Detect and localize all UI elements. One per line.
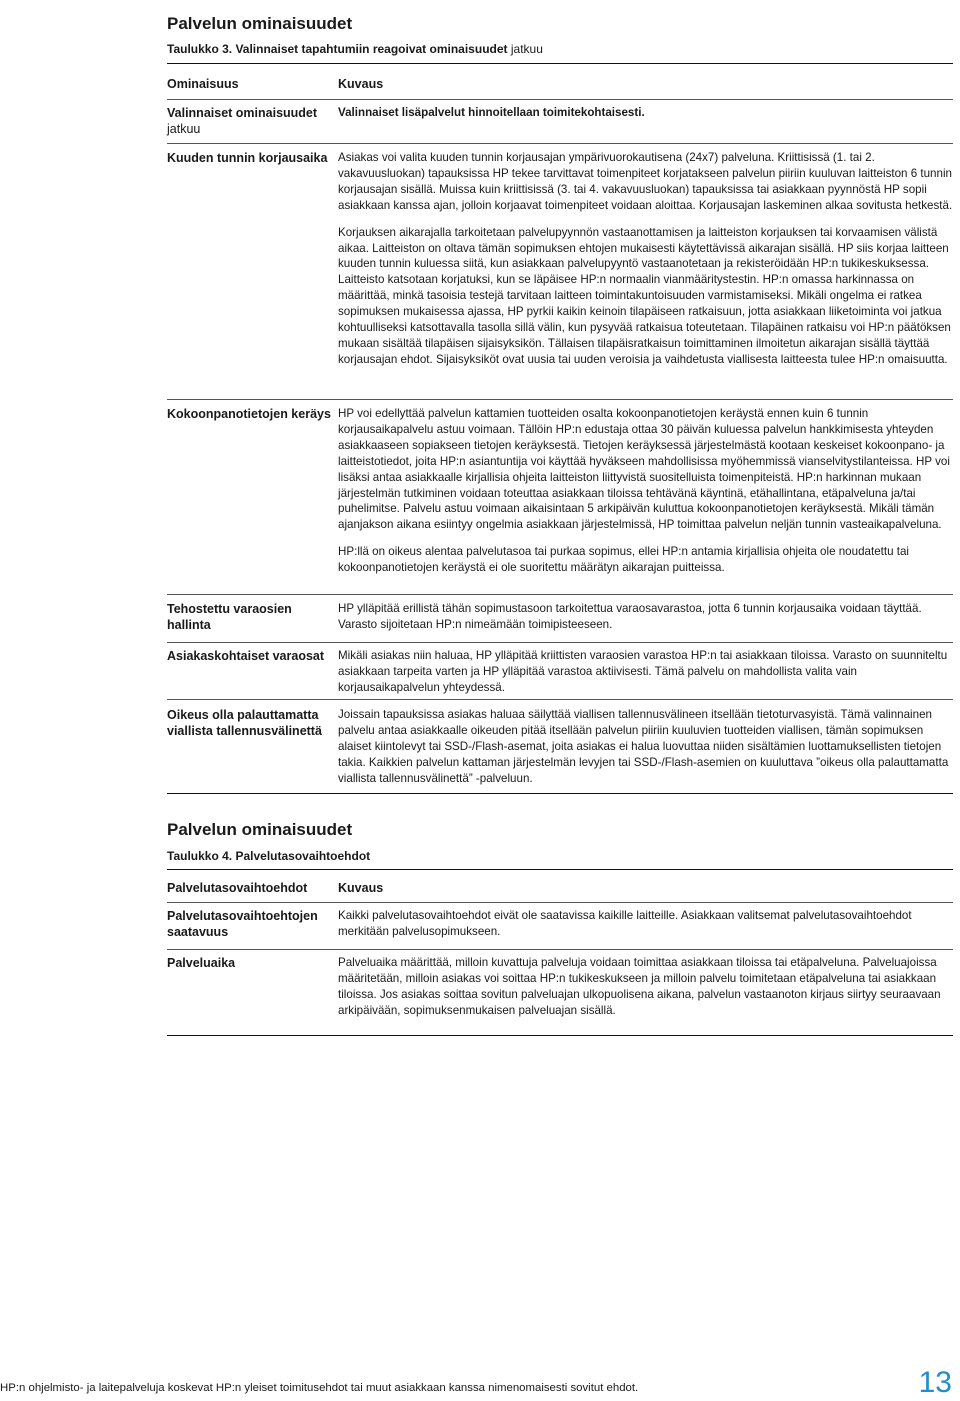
row-rule xyxy=(167,594,953,595)
feature-label: Palveluaika xyxy=(167,956,236,970)
footer-text: HP:n ohjelmisto- ja laitepalveluja koskevat HP:n yleiset toimitusehdot tai muut asiakkaan kanssa nimenomaisesti sovitut ehdot. xyxy=(0,1382,639,1394)
row-rule xyxy=(167,642,953,643)
row-rule xyxy=(167,399,953,400)
header-rule xyxy=(167,99,953,100)
row-description xyxy=(338,150,953,379)
description-paragraph: HP:llä on oikeus alentaa palvelutasoa tai purkaa sopimus, ellei HP:n antamia kirjallisia ohjeita ole noudatettu tai kokoonpanotietojen keräystä ei ole suoritettu määrätyn aikarajan puitteissa. xyxy=(338,545,910,575)
row-description xyxy=(338,105,953,132)
row-description xyxy=(338,601,953,644)
description-paragraph: HP ylläpitää erillistä tähän sopimustasoon tarkoitettua varaosavarastoa, jotta 6 tunnin korjausaika voidaan täyttää. Varasto sijoitetaan HP:n nimeämään toimipisteeseen. xyxy=(338,602,922,631)
caption-text: Taulukko 3. Valinnaiset tapahtumiin reagoivat ominaisuudet xyxy=(167,42,508,56)
row-rule xyxy=(167,949,953,950)
row-description xyxy=(338,707,953,798)
row-feature xyxy=(167,105,331,137)
header-col-option: Palvelutasovaihtoehdot xyxy=(167,881,308,895)
feature-label: Kuuden tunnin korjausaika xyxy=(167,151,328,165)
description-paragraph: Joissain tapauksissa asiakas haluaa säilyttää viallisen tallennusvälineen itsellään tietoturvasyistä. Tämä valinnainen palvelu antaa asiakkaalle oikeuden pitää itsellään palvelun piiriin kuuluvien tuotteiden viallisen, tämän sopimuksen alaiset kiintolevyt tai SSD-/Flash-asemat, joita asiakas ei halua luovuttaa niiden sisältämien luottamuksellisten tietojen takia. Kaikkien palvelun kattaman järjestelmän levyjen tai SSD-/Flash-asemien on kuuluttava ”oikeus olla palauttamatta viallista tallennusvälinettä” -palveluun. xyxy=(338,708,949,785)
feature-label: Tehostettu varaosien hallinta xyxy=(167,602,292,632)
row-description xyxy=(338,908,953,951)
header-rule xyxy=(167,902,953,903)
section-title: Palvelun ominaisuudet xyxy=(167,820,353,839)
feature-label: Oikeus olla palauttamatta viallista tallennusvälinettä xyxy=(167,708,322,738)
feature-label: Asiakaskohtaiset varaosat xyxy=(167,649,325,663)
description-paragraph: HP voi edellyttää palvelun kattamien tuotteiden osalta kokoonpanotietojen keräystä ennen kuin 6 tunnin korjausaikapalvelu astuu voimaan. Tällöin HP:n edustaja ottaa 30 päivän kuluessa palvelun hankkimisesta yhteyden asiakkaaseen sopiakseen tietojen keräyksestä. Tietojen keräyksessä järjestelmästä kootaan keskeiset kokoonpano- ja laitteistotiedot, joita HP:n asiantuntija voi käyttää hyväkseen mahdollisissa myöhemmissä vianselvitystilanteissa. HP voi lisäksi antaa asiakkaalle kirjallisia ohjeita laitteiston liittyvistä suositelluista toimenpiteistä. HP:n harkinnan mukaan järjestelmän tutkiminen voidaan toteuttaa asiakkaan tiloissa tehtävänä käyntinä, etähallintana, etäpalveluna ja/tai puhelimitse. Palvelu astuu voimaan aikaisintaan 5 arkipäivän kuluttua kokoonpanotietojen keräyksestä. Mikäli tämän ajanjakson aikana esiintyy ongelmia asiakkaan järjestelmissä, HP toimittaa palvelun neljän tunnin vasteaikapalveluna. xyxy=(338,407,950,532)
table-bottom-rule xyxy=(167,1035,953,1036)
row-rule xyxy=(167,699,953,700)
table-caption xyxy=(167,42,543,56)
row-description xyxy=(338,648,953,707)
table-bottom-rule xyxy=(167,793,953,794)
table-top-rule xyxy=(167,63,953,64)
section-title: Palvelun ominaisuudet xyxy=(167,14,353,33)
feature-continued: jatkuu xyxy=(167,122,201,136)
caption-continued: jatkuu xyxy=(510,42,543,56)
header-col-feature: Ominaisuus xyxy=(167,77,239,91)
page-number: 13 xyxy=(918,1366,952,1399)
description-paragraph: Valinnaiset lisäpalvelut hinnoitellaan toimitekohtaisesti. xyxy=(338,106,645,119)
description-paragraph: Mikäli asiakas niin haluaa, HP ylläpitää kriittisten varaosien varastoa HP:n tai asiakkaan tiloissa. Varasto on suunniteltu asiakkaan tarpeita varten ja HP ylläpitää varastoa aktiivisesti. Tämä palvelu on mahdollista valita vain korjausaikapalvelun yhteydessä. xyxy=(338,649,948,694)
feature-label: Kokoonpanotietojen keräys xyxy=(167,407,331,421)
table-caption: Taulukko 4. Palvelutasovaihtoehdot xyxy=(167,849,371,863)
row-rule xyxy=(167,143,953,144)
feature-label: Valinnaiset ominaisuudet xyxy=(167,106,318,120)
description-paragraph: Palveluaika määrittää, milloin kuvattuja palveluja voidaan toimittaa asiakkaan tiloissa tai etäpalveluna. Palveluajoissa määritetään, milloin asiakas voi soittaa HP:n tukikeskukseen ja milloin palvelu toimitetaan etäpalveluna tai asiakkaan tiloissa. Jos asiakas soittaa sovitun palveluajan ulkopuolisena aikana, palvelun vastaanoton kirjaus siirtyy seuraavaan arkipäivään, sopimuksenmukaisen palveluajan sisällä. xyxy=(338,956,941,1017)
description-paragraph: Korjauksen aikarajalla tarkoitetaan palvelupyynnön vastaanottamisen ja laitteiston korjauksen tai korvaamisen välistä aikaa. Laitteiston on oltava tämän sopimuksen ehtojen mukaisesti käytettävissä aikarajan sisällä. HP siis korjaa laitteen kuuden tunnin kuluessa siitä, kun asiakkaan palvelupyyntö vastaanotetaan ja rekisteröidään HP:n tukikeskuksessa. Laitteisto katsotaan korjatuksi, kun se läpäisee HP:n normaalin vianmääritystestin. HP:n omassa harkinnassa on määrittää, minkä tasoisia testejä tarvitaan laitteen toimintakuntoisuuden varmistamiseksi. Mikäli ongelma ei ratkea sopimuksen mukaisessa ajassa, HP pyrkii kaikin keinoin tilapäiseen ratkaisuun, jotta asiakkaan liiketoiminta voi jatkua kohtuulliseksi katsottavalla tasolla sillä välin, kun pysyvää ratkaisua toteutetaan. Tilapäinen ratkaisu voi HP:n päätöksen mukaan sisältää tilapäisen sijaisyksikön. Tällaisen tilapäisratkaisun toimittaminen ilmoitetun aikarajan sisällä täyttää korjausajan ehdot. Sijaisyksiköt ovat uusia tai uuden veroisia ja vaihdetusta viallisesta laitteesta tulee HP:n omaisuutta. xyxy=(338,225,951,366)
description-paragraph: Asiakas voi valita kuuden tunnin korjausajan ympärivuorokautisena (24x7) palveluna. Kriittisissä (1. tai 2. vakavuusluokan) tapauksissa HP tekee tarvittavat toimenpiteet korjatakseen palvelun piiriin kuuluvan laitteiston 6 tunnin korjausajan sisällä. Muissa kuin kriittisissä (3. tai 4. vakavuusluokan) tapauksissa tai asiakkaan pyynnöstä HP sopii asiakkaan kanssa ajan, jolloin korjaavat toimenpiteet voidaan aloittaa. Korjausajan laskeminen alkaa sovitusta hetkestä. xyxy=(338,151,953,212)
row-description xyxy=(338,955,953,1030)
description-paragraph: Kaikki palvelutasovaihtoehdot eivät ole saatavissa kaikille laitteille. Asiakkaan valitsemat palvelutasovaihtoehdot merkitään palvelusopimukseen. xyxy=(338,909,912,938)
row-description xyxy=(338,406,953,587)
feature-label: Palvelutasovaihtoehtojen saatavuus xyxy=(167,909,318,939)
header-col-description: Kuvaus xyxy=(338,77,384,91)
header-col-description: Kuvaus xyxy=(338,881,384,895)
table-top-rule xyxy=(167,869,953,870)
